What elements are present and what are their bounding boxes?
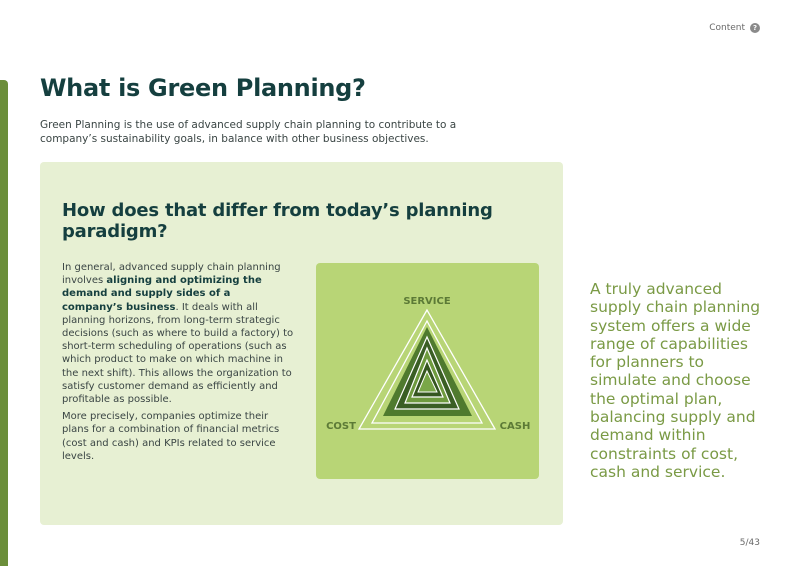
side-callout: A truly advanced supply chain planning system offers a wide range of capabilities for planners to simulate and choose the optimal plan, balancing supply and demand within constraints of cost, cash and service.	[590, 280, 761, 481]
panel-paragraph-2: More precisely, companies optimize their plans for a combination of financial metrics (cost and cash) and KPIs related to service levels.	[62, 411, 280, 462]
panel-paragraph-1	[62, 261, 294, 406]
page-number: 5/43	[739, 538, 760, 548]
intro-text: Green Planning is the use of advanced supply chain planning to contribute to a company’s sustainability goals, in balance with other business objectives.	[40, 119, 457, 145]
page-title: What is Green Planning?	[40, 74, 366, 102]
para1-text: In general, advanced supply chain planning involves	[62, 262, 281, 287]
para1-emphasis: aligning and optimizing the demand and supply sides of a company’s business	[62, 275, 262, 313]
comparison-panel	[40, 162, 563, 525]
triangle-diagram-svg	[316, 263, 539, 479]
label-cost: COST	[326, 421, 356, 432]
label-cash: CASH	[499, 421, 531, 432]
panel-title: How does that differ from today’s planning paradigm?	[62, 200, 493, 242]
help-icon[interactable]: ?	[750, 23, 760, 33]
para1-text-end: . It deals with all planning horizons, from long-term strategic decisions (such as where to build a factory) to short-term scheduling of operations (such as which product to make on which machine in the next shift). This allows the organization to satisfy customer demand as efficiently and profitable as possible.	[62, 301, 294, 406]
content-link[interactable]: Content	[709, 23, 745, 33]
left-accent-bar	[0, 80, 8, 566]
panel-body	[62, 261, 294, 467]
triangle-diagram	[316, 263, 539, 479]
top-nav[interactable]	[709, 23, 760, 33]
label-service: SERVICE	[403, 296, 451, 307]
